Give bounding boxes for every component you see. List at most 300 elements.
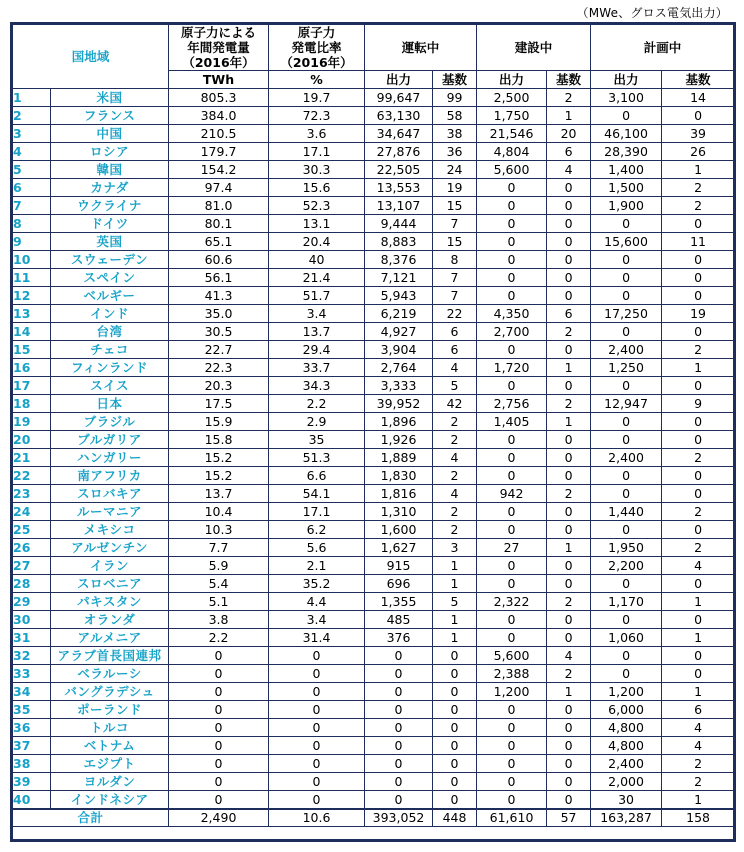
generation-header-line3: （2016年） — [182, 55, 255, 70]
table-row — [13, 719, 735, 737]
row-number: 25 — [13, 521, 51, 539]
operating-units: 4 — [433, 449, 477, 467]
table-row — [13, 683, 735, 701]
generation-twh: 0 — [169, 701, 269, 719]
construction-units: 0 — [547, 251, 591, 269]
construction-output: 0 — [477, 701, 547, 719]
operating-output: 0 — [365, 701, 433, 719]
construction-units: 0 — [547, 629, 591, 647]
construction-units: 2 — [547, 89, 591, 107]
planned-output: 4,800 — [591, 719, 662, 737]
row-number: 5 — [13, 161, 51, 179]
row-number: 28 — [13, 575, 51, 593]
construction-output: 1,750 — [477, 107, 547, 125]
operating-units: 38 — [433, 125, 477, 143]
country-name: ベルギー — [51, 287, 169, 305]
table-row — [13, 485, 735, 503]
planned-output: 28,390 — [591, 143, 662, 161]
operating-units: 6 — [433, 341, 477, 359]
country-name: スウェーデン — [51, 251, 169, 269]
row-number: 17 — [13, 377, 51, 395]
construction-units: 0 — [547, 179, 591, 197]
nuclear-ratio: 40 — [269, 251, 365, 269]
nuclear-ratio: 6.2 — [269, 521, 365, 539]
operating-units: 22 — [433, 305, 477, 323]
planned-output: 6,000 — [591, 701, 662, 719]
construction-output: 0 — [477, 269, 547, 287]
row-number: 10 — [13, 251, 51, 269]
nuclear-ratio: 0 — [269, 791, 365, 809]
planned-units-header: 基数 — [662, 71, 735, 89]
country-name: オランダ — [51, 611, 169, 629]
operating-output: 1,816 — [365, 485, 433, 503]
operating-output: 39,952 — [365, 395, 433, 413]
planned-output: 0 — [591, 611, 662, 629]
construction-output: 0 — [477, 215, 547, 233]
construction-units-header: 基数 — [547, 71, 591, 89]
country-name: イラン — [51, 557, 169, 575]
nuclear-ratio: 0 — [269, 665, 365, 683]
construction-units: 0 — [547, 377, 591, 395]
construction-output: 1,200 — [477, 683, 547, 701]
nuclear-ratio: 51.3 — [269, 449, 365, 467]
construction-output: 0 — [477, 287, 547, 305]
row-number: 27 — [13, 557, 51, 575]
generation-twh: 15.8 — [169, 431, 269, 449]
row-number: 3 — [13, 125, 51, 143]
planned-output: 4,800 — [591, 737, 662, 755]
operating-units: 4 — [433, 359, 477, 377]
planned-output: 30 — [591, 791, 662, 809]
country-name: 中国 — [51, 125, 169, 143]
operating-units: 7 — [433, 287, 477, 305]
total-op-out: 393,052 — [365, 809, 433, 827]
generation-twh: 5.1 — [169, 593, 269, 611]
construction-units: 4 — [547, 647, 591, 665]
planned-output: 0 — [591, 413, 662, 431]
nuclear-ratio: 0 — [269, 683, 365, 701]
operating-output: 1,926 — [365, 431, 433, 449]
construction-units: 2 — [547, 485, 591, 503]
table-row — [13, 377, 735, 395]
planned-output: 0 — [591, 215, 662, 233]
row-number: 36 — [13, 719, 51, 737]
nuclear-ratio: 33.7 — [269, 359, 365, 377]
nuclear-ratio: 52.3 — [269, 197, 365, 215]
operating-output: 0 — [365, 791, 433, 809]
country-name: ルーマニア — [51, 503, 169, 521]
operating-output: 1,830 — [365, 467, 433, 485]
table-row — [13, 251, 735, 269]
operating-units: 8 — [433, 251, 477, 269]
construction-units: 0 — [547, 611, 591, 629]
construction-output: 0 — [477, 197, 547, 215]
planned-units: 0 — [662, 485, 735, 503]
table-row — [13, 179, 735, 197]
total-con-out: 61,610 — [477, 809, 547, 827]
country-name: 米国 — [51, 89, 169, 107]
country-name: フィンランド — [51, 359, 169, 377]
construction-units: 0 — [547, 449, 591, 467]
planned-units: 4 — [662, 737, 735, 755]
construction-output: 0 — [477, 755, 547, 773]
generation-twh: 56.1 — [169, 269, 269, 287]
construction-output: 0 — [477, 575, 547, 593]
nuclear-ratio: 21.4 — [269, 269, 365, 287]
nuclear-ratio: 3.6 — [269, 125, 365, 143]
table-row — [13, 215, 735, 233]
country-name: スペイン — [51, 269, 169, 287]
nuclear-ratio: 3.4 — [269, 611, 365, 629]
construction-units: 0 — [547, 233, 591, 251]
operating-output: 8,376 — [365, 251, 433, 269]
planned-header: 計画中 — [591, 25, 735, 71]
construction-units: 0 — [547, 575, 591, 593]
table-row — [13, 89, 735, 107]
generation-twh: 805.3 — [169, 89, 269, 107]
planned-units: 1 — [662, 629, 735, 647]
table-row — [13, 449, 735, 467]
country-name: バングラデシュ — [51, 683, 169, 701]
construction-output: 0 — [477, 791, 547, 809]
row-number: 2 — [13, 107, 51, 125]
row-number: 23 — [13, 485, 51, 503]
operating-units: 15 — [433, 233, 477, 251]
row-number: 29 — [13, 593, 51, 611]
generation-twh: 22.7 — [169, 341, 269, 359]
construction-output: 0 — [477, 773, 547, 791]
operating-output-header: 出力 — [365, 71, 433, 89]
planned-output: 2,400 — [591, 755, 662, 773]
construction-units: 0 — [547, 197, 591, 215]
generation-twh: 0 — [169, 719, 269, 737]
planned-units: 4 — [662, 719, 735, 737]
country-name: ロシア — [51, 143, 169, 161]
construction-output: 0 — [477, 503, 547, 521]
construction-output: 0 — [477, 737, 547, 755]
table-row — [13, 359, 735, 377]
nuclear-ratio: 34.3 — [269, 377, 365, 395]
operating-output: 3,333 — [365, 377, 433, 395]
row-number: 6 — [13, 179, 51, 197]
generation-twh: 30.5 — [169, 323, 269, 341]
planned-output: 2,400 — [591, 341, 662, 359]
row-number: 1 — [13, 89, 51, 107]
planned-units: 1 — [662, 359, 735, 377]
planned-units: 2 — [662, 341, 735, 359]
operating-units: 58 — [433, 107, 477, 125]
planned-units: 0 — [662, 611, 735, 629]
operating-output: 0 — [365, 683, 433, 701]
nuclear-ratio: 13.1 — [269, 215, 365, 233]
operating-units: 1 — [433, 611, 477, 629]
table-row — [13, 107, 735, 125]
table-row — [13, 269, 735, 287]
operating-output: 0 — [365, 755, 433, 773]
planned-units: 1 — [662, 791, 735, 809]
operating-units: 1 — [433, 575, 477, 593]
row-number: 4 — [13, 143, 51, 161]
row-number: 11 — [13, 269, 51, 287]
operating-units: 2 — [433, 431, 477, 449]
operating-output: 0 — [365, 719, 433, 737]
construction-output: 0 — [477, 251, 547, 269]
construction-units: 0 — [547, 503, 591, 521]
generation-twh: 60.6 — [169, 251, 269, 269]
country-name: メキシコ — [51, 521, 169, 539]
row-number: 38 — [13, 755, 51, 773]
planned-units: 0 — [662, 215, 735, 233]
table-row — [13, 503, 735, 521]
planned-output: 2,000 — [591, 773, 662, 791]
ratio-header-line1: 原子力 — [297, 25, 336, 40]
nuclear-ratio: 0 — [269, 737, 365, 755]
nuclear-ratio: 2.2 — [269, 395, 365, 413]
planned-units: 0 — [662, 269, 735, 287]
construction-units: 0 — [547, 431, 591, 449]
construction-output: 0 — [477, 179, 547, 197]
operating-units: 2 — [433, 503, 477, 521]
operating-units: 4 — [433, 485, 477, 503]
operating-output: 34,647 — [365, 125, 433, 143]
planned-output: 0 — [591, 107, 662, 125]
table-row — [13, 737, 735, 755]
planned-units: 39 — [662, 125, 735, 143]
operating-output: 8,883 — [365, 233, 433, 251]
planned-output: 0 — [591, 521, 662, 539]
generation-twh: 0 — [169, 773, 269, 791]
nuclear-ratio: 30.3 — [269, 161, 365, 179]
operating-units: 0 — [433, 701, 477, 719]
table-row — [13, 287, 735, 305]
nuclear-ratio: 2.1 — [269, 557, 365, 575]
country-name: アルメニア — [51, 629, 169, 647]
generation-twh: 20.3 — [169, 377, 269, 395]
row-number: 21 — [13, 449, 51, 467]
operating-units: 2 — [433, 521, 477, 539]
table-row — [13, 665, 735, 683]
operating-output: 63,130 — [365, 107, 433, 125]
table-row — [13, 791, 735, 809]
twh-unit: TWh — [169, 71, 269, 89]
planned-units: 1 — [662, 593, 735, 611]
construction-output: 2,756 — [477, 395, 547, 413]
operating-output: 5,943 — [365, 287, 433, 305]
country-name: ヨルダン — [51, 773, 169, 791]
nuclear-ratio: 0 — [269, 773, 365, 791]
unit-note: （MWe、グロス電気出力） — [576, 6, 728, 20]
operating-units: 5 — [433, 593, 477, 611]
country-name: インド — [51, 305, 169, 323]
planned-units: 2 — [662, 503, 735, 521]
planned-output: 2,200 — [591, 557, 662, 575]
construction-output: 0 — [477, 521, 547, 539]
planned-output: 0 — [591, 287, 662, 305]
operating-output: 6,219 — [365, 305, 433, 323]
row-number: 35 — [13, 701, 51, 719]
nuclear-ratio: 72.3 — [269, 107, 365, 125]
planned-output: 15,600 — [591, 233, 662, 251]
table-row — [13, 395, 735, 413]
country-name: インドネシア — [51, 791, 169, 809]
operating-units: 5 — [433, 377, 477, 395]
operating-output: 0 — [365, 647, 433, 665]
construction-header: 建設中 — [477, 25, 591, 71]
generation-twh: 210.5 — [169, 125, 269, 143]
construction-units: 0 — [547, 755, 591, 773]
construction-units: 0 — [547, 701, 591, 719]
planned-output: 1,500 — [591, 179, 662, 197]
planned-units: 14 — [662, 89, 735, 107]
operating-output: 27,876 — [365, 143, 433, 161]
planned-output: 0 — [591, 485, 662, 503]
planned-units: 0 — [662, 431, 735, 449]
planned-units: 0 — [662, 467, 735, 485]
operating-units: 0 — [433, 665, 477, 683]
planned-units: 0 — [662, 413, 735, 431]
construction-units: 0 — [547, 773, 591, 791]
construction-units: 20 — [547, 125, 591, 143]
operating-units: 36 — [433, 143, 477, 161]
operating-units: 1 — [433, 629, 477, 647]
row-number: 30 — [13, 611, 51, 629]
generation-twh: 81.0 — [169, 197, 269, 215]
row-number: 22 — [13, 467, 51, 485]
total-con-n: 57 — [547, 809, 591, 827]
table-row — [13, 341, 735, 359]
operating-output: 7,121 — [365, 269, 433, 287]
row-number: 12 — [13, 287, 51, 305]
operating-output: 0 — [365, 737, 433, 755]
generation-twh: 41.3 — [169, 287, 269, 305]
construction-units: 0 — [547, 719, 591, 737]
country-name: チェコ — [51, 341, 169, 359]
construction-units: 0 — [547, 287, 591, 305]
operating-output: 2,764 — [365, 359, 433, 377]
row-number: 33 — [13, 665, 51, 683]
table-body — [13, 89, 735, 809]
planned-units: 0 — [662, 377, 735, 395]
construction-output: 942 — [477, 485, 547, 503]
construction-output: 5,600 — [477, 161, 547, 179]
nuclear-ratio: 0 — [269, 755, 365, 773]
nuclear-ratio: 19.7 — [269, 89, 365, 107]
generation-twh: 65.1 — [169, 233, 269, 251]
table-row — [13, 143, 735, 161]
generation-twh: 0 — [169, 647, 269, 665]
generation-twh: 0 — [169, 665, 269, 683]
country-name: トルコ — [51, 719, 169, 737]
planned-output: 1,200 — [591, 683, 662, 701]
generation-twh: 154.2 — [169, 161, 269, 179]
planned-output: 46,100 — [591, 125, 662, 143]
planned-units: 2 — [662, 773, 735, 791]
planned-units: 0 — [662, 665, 735, 683]
generation-twh: 0 — [169, 755, 269, 773]
country-name: パキスタン — [51, 593, 169, 611]
planned-output: 17,250 — [591, 305, 662, 323]
operating-units: 2 — [433, 413, 477, 431]
generation-twh: 15.2 — [169, 467, 269, 485]
planned-output: 0 — [591, 431, 662, 449]
operating-output: 99,647 — [365, 89, 433, 107]
table-row — [13, 557, 735, 575]
generation-twh: 10.3 — [169, 521, 269, 539]
generation-twh: 80.1 — [169, 215, 269, 233]
construction-output: 0 — [477, 557, 547, 575]
operating-output: 4,927 — [365, 323, 433, 341]
planned-output: 0 — [591, 269, 662, 287]
operating-units: 99 — [433, 89, 477, 107]
country-name: スロベニア — [51, 575, 169, 593]
ratio-header — [269, 25, 365, 71]
table-row — [13, 161, 735, 179]
operating-output: 3,904 — [365, 341, 433, 359]
country-name: ポーランド — [51, 701, 169, 719]
construction-units: 0 — [547, 467, 591, 485]
country-name: スロバキア — [51, 485, 169, 503]
region-header: 国地域 — [13, 25, 169, 89]
total-twh: 2,490 — [169, 809, 269, 827]
table-row — [13, 323, 735, 341]
operating-output: 1,600 — [365, 521, 433, 539]
country-name: ウクライナ — [51, 197, 169, 215]
construction-output: 0 — [477, 611, 547, 629]
planned-output: 0 — [591, 467, 662, 485]
generation-twh: 179.7 — [169, 143, 269, 161]
table-row — [13, 629, 735, 647]
generation-twh: 3.8 — [169, 611, 269, 629]
planned-output: 1,440 — [591, 503, 662, 521]
nuclear-ratio: 15.6 — [269, 179, 365, 197]
nuclear-ratio: 54.1 — [269, 485, 365, 503]
construction-output: 21,546 — [477, 125, 547, 143]
row-number: 7 — [13, 197, 51, 215]
construction-units: 6 — [547, 305, 591, 323]
planned-units: 2 — [662, 755, 735, 773]
planned-units: 11 — [662, 233, 735, 251]
generation-twh: 17.5 — [169, 395, 269, 413]
construction-units: 0 — [547, 269, 591, 287]
planned-output: 0 — [591, 647, 662, 665]
table-row — [13, 125, 735, 143]
country-name: フランス — [51, 107, 169, 125]
country-name: アルゼンチン — [51, 539, 169, 557]
total-pct: 10.6 — [269, 809, 365, 827]
total-pl-n: 158 — [662, 809, 735, 827]
nuclear-ratio: 0 — [269, 701, 365, 719]
table-row — [13, 647, 735, 665]
operating-units: 3 — [433, 539, 477, 557]
operating-output: 1,627 — [365, 539, 433, 557]
planned-units: 19 — [662, 305, 735, 323]
operating-header: 運転中 — [365, 25, 477, 71]
table-row — [13, 521, 735, 539]
construction-output: 1,720 — [477, 359, 547, 377]
generation-twh: 15.2 — [169, 449, 269, 467]
operating-output: 9,444 — [365, 215, 433, 233]
construction-output: 0 — [477, 341, 547, 359]
country-name: ベトナム — [51, 737, 169, 755]
construction-units: 2 — [547, 395, 591, 413]
construction-output: 0 — [477, 719, 547, 737]
row-number: 13 — [13, 305, 51, 323]
nuclear-ratio: 0 — [269, 647, 365, 665]
planned-output: 1,060 — [591, 629, 662, 647]
total-row — [13, 809, 735, 827]
planned-units: 26 — [662, 143, 735, 161]
construction-output: 0 — [477, 629, 547, 647]
